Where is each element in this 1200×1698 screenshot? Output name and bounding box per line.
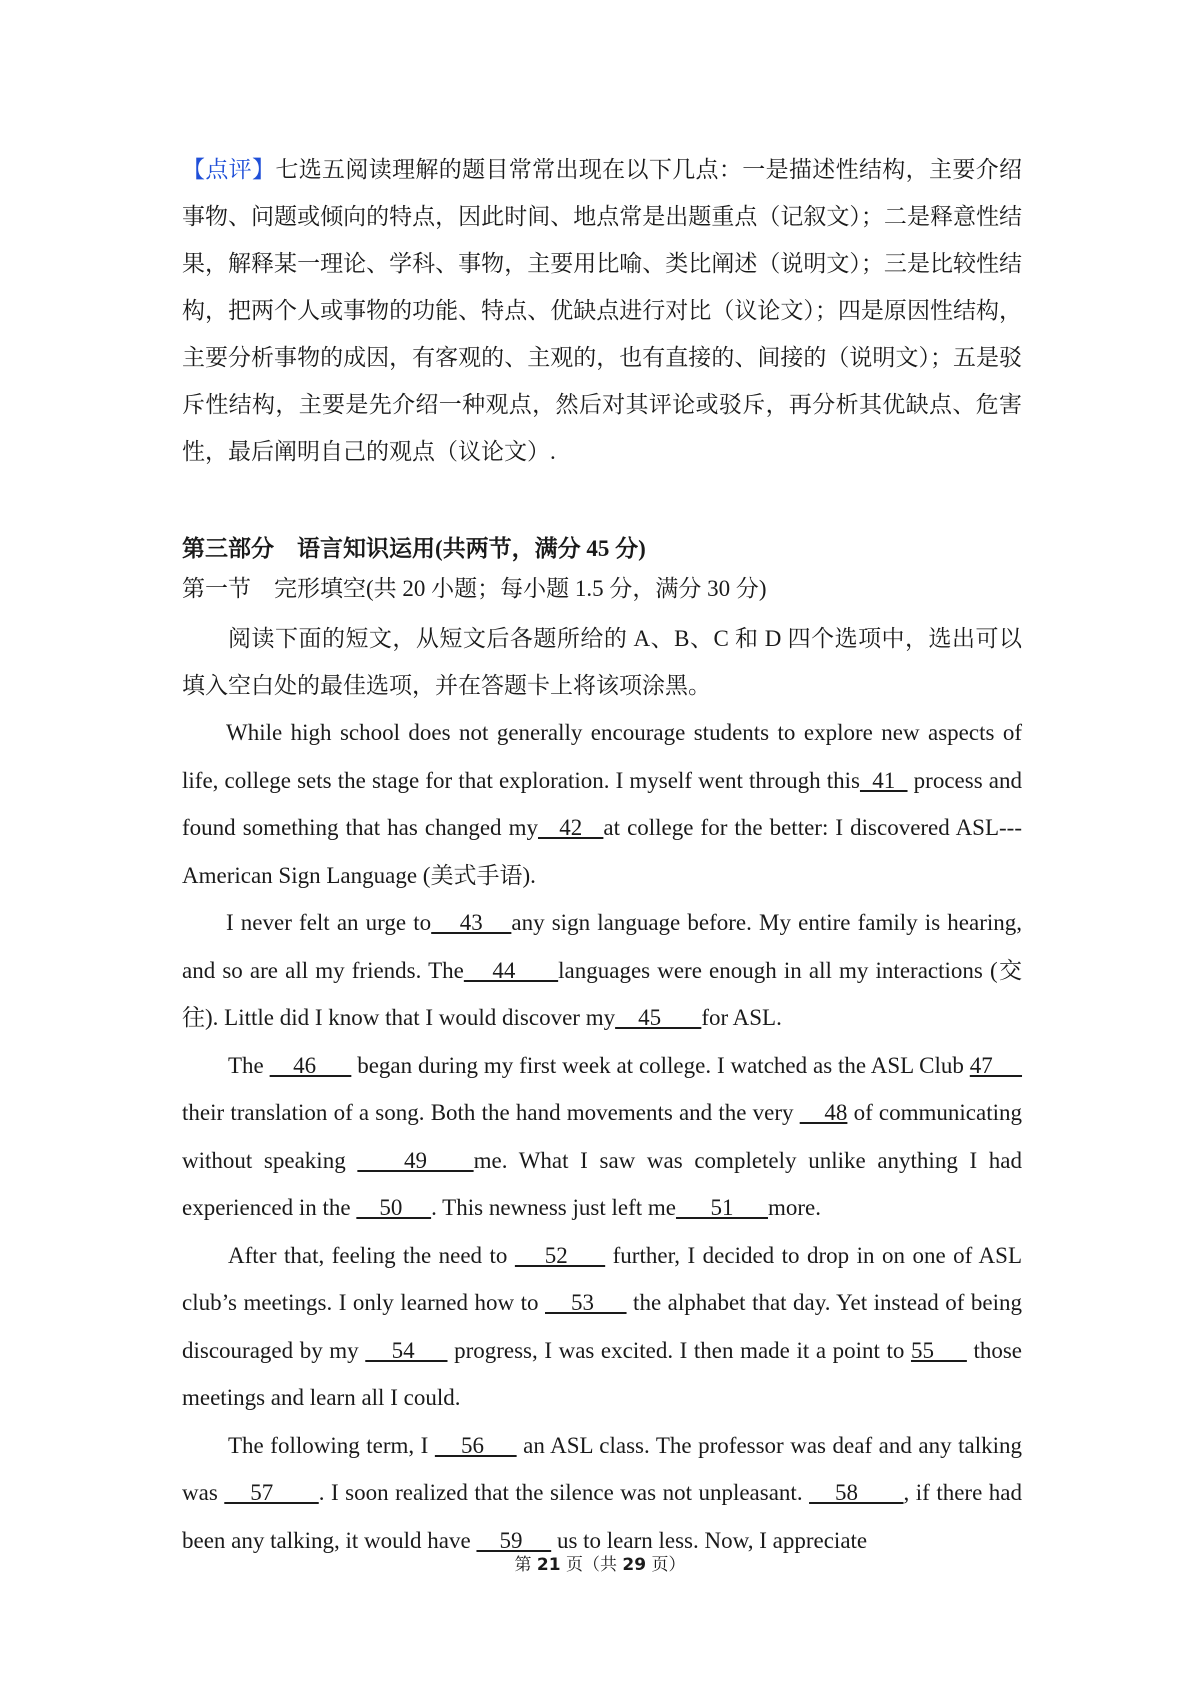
blank-56: 56 [434,1432,517,1458]
passage-text: further, I decided to drop in on one of ASL club’s meetings. I only learned how to [182,1242,1022,1315]
blank-57: 57 [224,1480,319,1505]
passage-text: those meetings and learn all I could. [182,1337,1023,1410]
passage-text: The following term, I [228,1432,435,1458]
passage-text: I never felt an urge to [226,910,432,935]
blank-47: 47 [969,1052,1023,1078]
blank-54: 54 [365,1337,448,1363]
passage-text: After that, feeling the need to [228,1242,515,1268]
passage-text: the alphabet that day. Yet instead of being discouraged by my [182,1290,1023,1363]
passage-text: me. What I saw was completely unlike anything I had experienced in the [182,1147,1023,1220]
section-subtitle: 第一节 完形填空(共 20 小题；每小题 1.5 分，满分 30 分) [182,576,767,601]
review-text: 七选五阅读理解的题目常常出现在以下几点：一是描述性结构，主要介绍事物、问题或倾向的特点，因此时间、地点常是出题重点（记叙文）；二是释意性结果，解释某一理论、学科、事物，主要用比喻、类比阐述（说明文）；三是比较性结构，把两个人或事物的功能、特点、优缺点进行对比（议论文）；四是原因性结构，主要分析事物的成因，有客观的、主观的，也有直接的、间接的（说明文）；五是驳斥性结构，主要是先介绍一种观点，然后对其评论或驳斥，再分析其优缺点、危害性，最后阐明自己的观点（议论文）. [182,157,1023,464]
passage-text: . This newness just left me [431,1195,676,1220]
passage-text: an ASL class. The professor was deaf and any talking was [182,1432,1022,1505]
blank-49: 49 [357,1147,474,1173]
total-pages: 29 [622,1555,647,1575]
blank-59: 59 [476,1527,552,1553]
passage-text: more. [767,1195,821,1220]
section-title: 第三部分 语言知识运用(共两节，满分 45 分) [182,536,646,561]
passage-text: any sign language before. My entire family is hearing, and so are all my friends. The [182,910,1023,983]
blank-53: 53 [545,1290,627,1315]
passage-paragraph-5 [182,1422,1022,1565]
blank-55: 55 [910,1337,967,1363]
blank-43: 43 [431,910,512,935]
passage-text: at college for the better: I discovered ASL---American Sign Language (美式手语). [182,815,1022,888]
passage-text: The [228,1052,270,1078]
review-tag: 【点评】 [182,157,276,182]
page-footer [0,1550,1200,1575]
blank-48: 48 [799,1100,848,1125]
blank-41: 41 [859,767,908,793]
review-paragraph [182,146,1022,475]
passage-text: progress, I was excited. I then made it a point to [447,1337,911,1363]
passage-text: their translation of a song. Both the hand movements and the very [182,1100,800,1125]
section-instructions: 阅读下面的短文，从短文后各题所给的 A、B、C 和 D 四个选项中，选出可以填入空白处的最佳选项，并在答题卡上将该项涂黑。 [182,626,1022,698]
footer-text: 第 [514,1555,537,1575]
passage-paragraph-3 [182,1042,1022,1232]
page-content [182,146,1022,1564]
passage-text: , if there had been any talking, it would have [182,1480,1022,1553]
footer-text: 页） [646,1555,686,1575]
blank-58: 58 [809,1480,904,1505]
passage-text: began during my first week at college. I watched as the ASL Club [351,1052,970,1078]
passage-text: us to learn less. Now, I appreciate [551,1527,868,1553]
passage-text: While high school does not generally encourage students to explore new aspects of life, college sets the stage for that exploration. I myself went through this [182,720,1022,793]
page-number: 21 [536,1555,561,1575]
blank-42: 42 [538,815,604,840]
passage-text: . I soon realized that the silence was not unpleasant. [318,1480,810,1505]
passage-paragraph-2 [182,899,1022,1042]
passage-text: of communicating without speaking [182,1100,1022,1173]
blank-46: 46 [269,1052,352,1078]
blank-45: 45 [615,1005,702,1030]
footer-text: 页（共 [560,1555,623,1575]
blank-44: 44 [463,957,559,983]
passage-text: process and found something that has changed my [182,767,1023,840]
passage-text: languages were enough in all my interactions (交往). Little did I know that I would discover my [182,957,1023,1030]
passage-paragraph-1 [182,709,1022,899]
passage-text: for ASL. [701,1005,782,1030]
blank-51: 51 [675,1195,768,1220]
blank-50: 50 [356,1195,432,1220]
passage-paragraph-4 [182,1232,1022,1422]
blank-52: 52 [514,1242,606,1268]
